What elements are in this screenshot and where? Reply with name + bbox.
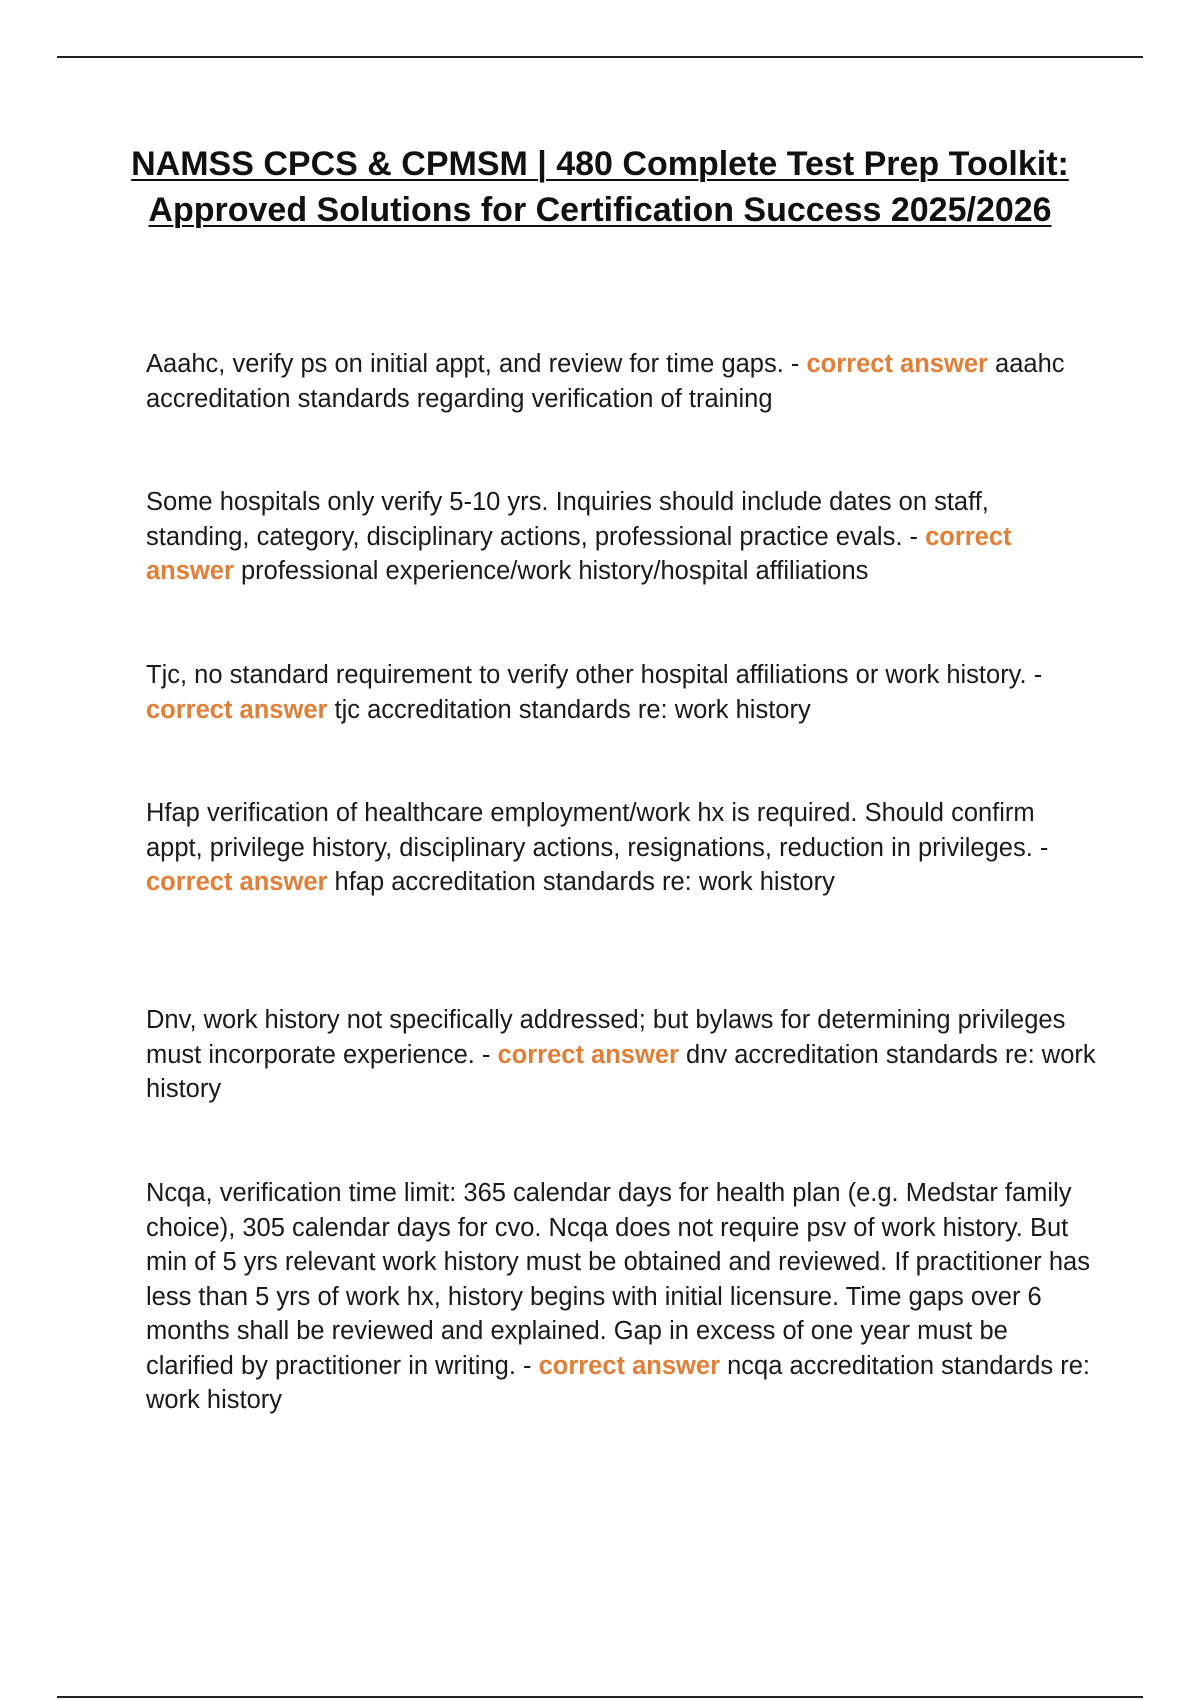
qa-answer: ncqa accreditation standards re: work history	[146, 1351, 1090, 1414]
qa-answer: tjc accreditation standards re: work history	[327, 695, 811, 724]
qa-item	[146, 658, 1096, 727]
qa-question: Ncqa, verification time limit: 365 calendar days for health plan (e.g. Medstar family choice), 305 calendar days for cvo. Ncqa does not require psv of work history. But min of 5 yrs relevant work history must be obtained and reviewed. If practitioner has less than 5 yrs of work hx, history begins with initial licensure. Time gaps over 6 months shall be reviewed and explained. Gap in excess of one year must be clarified by practitioner in writing. -	[146, 1179, 1090, 1380]
top-rule	[57, 56, 1143, 58]
qa-item	[146, 347, 1096, 416]
qa-question: Tjc, no standard requirement to verify other hospital affiliations or work history. -	[146, 661, 1043, 689]
qa-question: Hfap verification of healthcare employment/work hx is required. Should confirm appt, privilege history, disciplinary actions, resignations, reduction in privileges. -	[146, 799, 1049, 862]
correct-answer-marker: correct answer	[497, 1040, 679, 1069]
qa-answer: aaahc accreditation standards regarding verification of training	[146, 350, 1065, 413]
correct-answer-marker: correct answer	[146, 868, 328, 896]
bottom-rule	[57, 1696, 1143, 1698]
correct-answer-marker: correct answer	[146, 695, 328, 724]
qa-question: Some hospitals only verify 5-10 yrs. Inquiries should include dates on staff, standing, category, disciplinary actions, professional practice evals. -	[146, 488, 989, 551]
qa-item	[146, 1003, 1096, 1107]
qa-answer: professional experience/work history/hospital affiliations	[233, 557, 869, 585]
correct-answer-marker: correct answer	[146, 522, 1012, 585]
qa-item	[146, 796, 1096, 900]
correct-answer-marker: correct answer	[806, 350, 988, 378]
correct-answer-marker: correct answer	[538, 1351, 720, 1380]
qa-question: Dnv, work history not specifically addressed; but bylaws for determining privileges must incorporate experience. -	[146, 1006, 1066, 1069]
qa-question: Aaahc, verify ps on initial appt, and review for time gaps. -	[146, 350, 807, 378]
qa-answer: dnv accreditation standards re: work history	[146, 1040, 1096, 1103]
document-title: NAMSS CPCS & CPMSM | 480 Complete Test Prep Toolkit: Approved Solutions for Certification Success 2025/2026	[131, 145, 1069, 229]
qa-answer: hfap accreditation standards re: work history	[327, 868, 835, 896]
qa-item	[146, 485, 1096, 589]
qa-item	[146, 1176, 1096, 1418]
